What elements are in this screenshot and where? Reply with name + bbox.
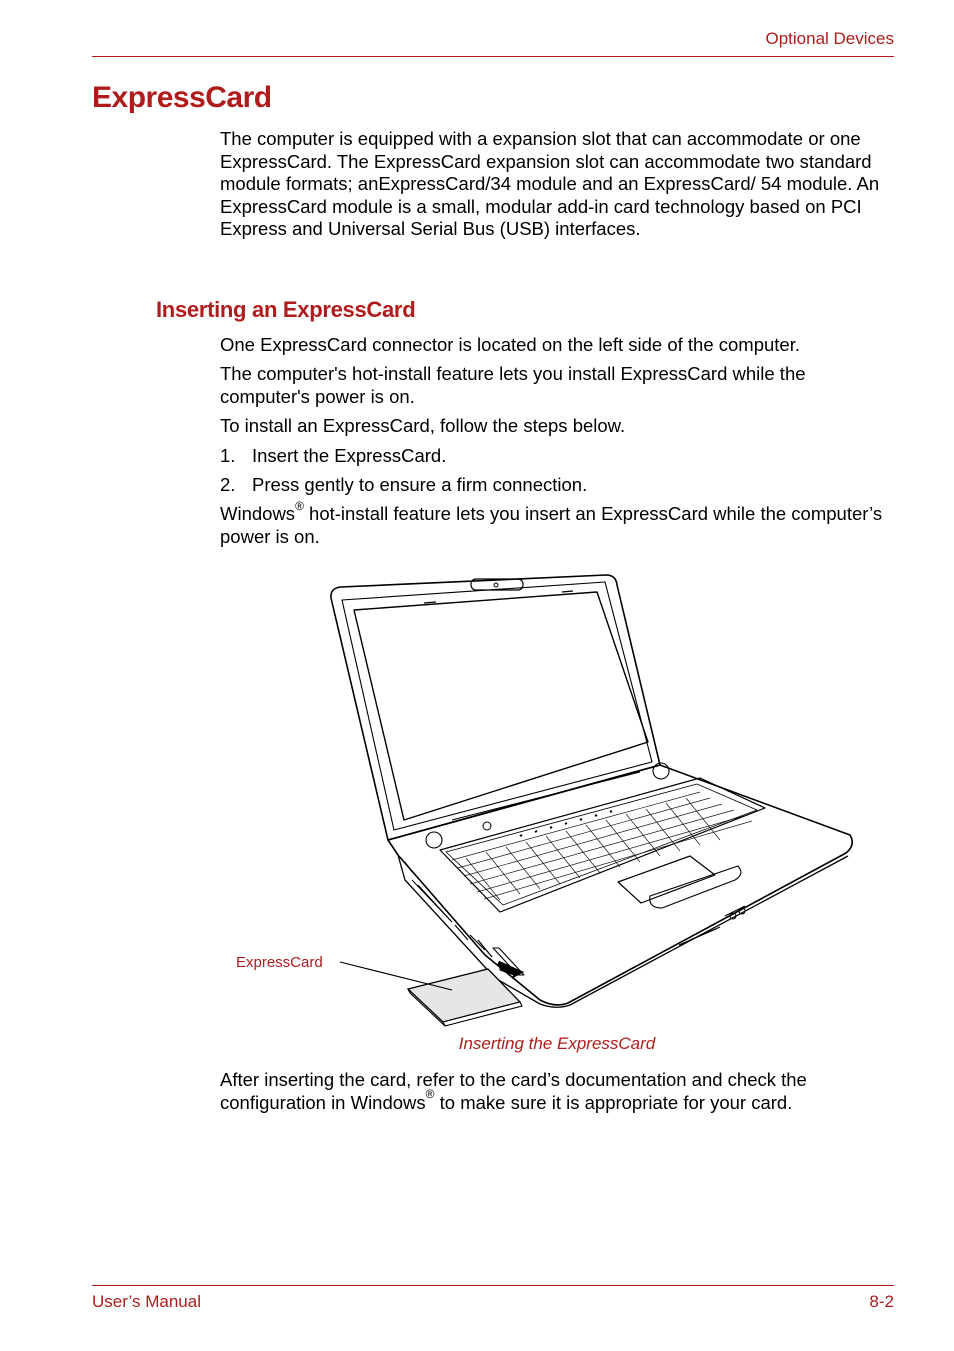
footer-rule [92,1285,894,1286]
page-number: 8-2 [869,1292,894,1311]
list-item-number: 2. [220,474,236,495]
laptop-screen [354,592,648,820]
registered-mark: ® [295,498,304,513]
hot-install-paragraph: The computer's hot-install feature lets you install ExpressCard while the computer's power is on. [220,363,806,407]
list-item-text: Insert the ExpressCard. [252,445,447,466]
list-item-text: Press gently to ensure a firm connection. [252,474,588,495]
page-title: ExpressCard [92,81,272,114]
running-header: Optional Devices [765,29,894,48]
footer-manual-label: User’s Manual [92,1292,201,1311]
registered-mark: ® [425,1087,435,1102]
after-text-2: to make sure it is appropriate for your card. [434,1091,793,1113]
figure-callout: ExpressCard [236,954,323,971]
windows-note-text: hot-install feature lets you insert an ExpressCard while the computer’s power is on. [220,503,883,547]
section-heading: Inserting an ExpressCard [156,297,416,322]
laptop-lid [331,575,660,840]
steps-intro-paragraph: To install an ExpressCard, follow the steps below. [220,415,626,436]
intro-paragraph: The computer is equipped with a expansion slot that can accommodate or one ExpressCard. The ExpressCard expansion slot can accommodate two standard module formats; anExpressCard/34 module and an ExpressCard/ 54 module. An ExpressCard module is a small, modular add-in card technology based on PCI Express and Universal Serial Bus (USB) interfaces. [220,128,880,240]
figure-caption: Inserting the ExpressCard [458,1034,656,1053]
after-paragraph [220,1069,900,1114]
windows-word: Windows [220,503,296,524]
touchpad [618,856,715,903]
expresscard-icon [408,969,522,1026]
after-text-1: After inserting the card, refer to the card’s documentation and check the configuration in Windows [220,1069,807,1113]
connector-paragraph: One ExpressCard connector is located on the left side of the computer. [220,334,800,355]
list-item-number: 1. [220,445,236,466]
laptop-base [388,765,852,1005]
callout-line [340,962,452,990]
